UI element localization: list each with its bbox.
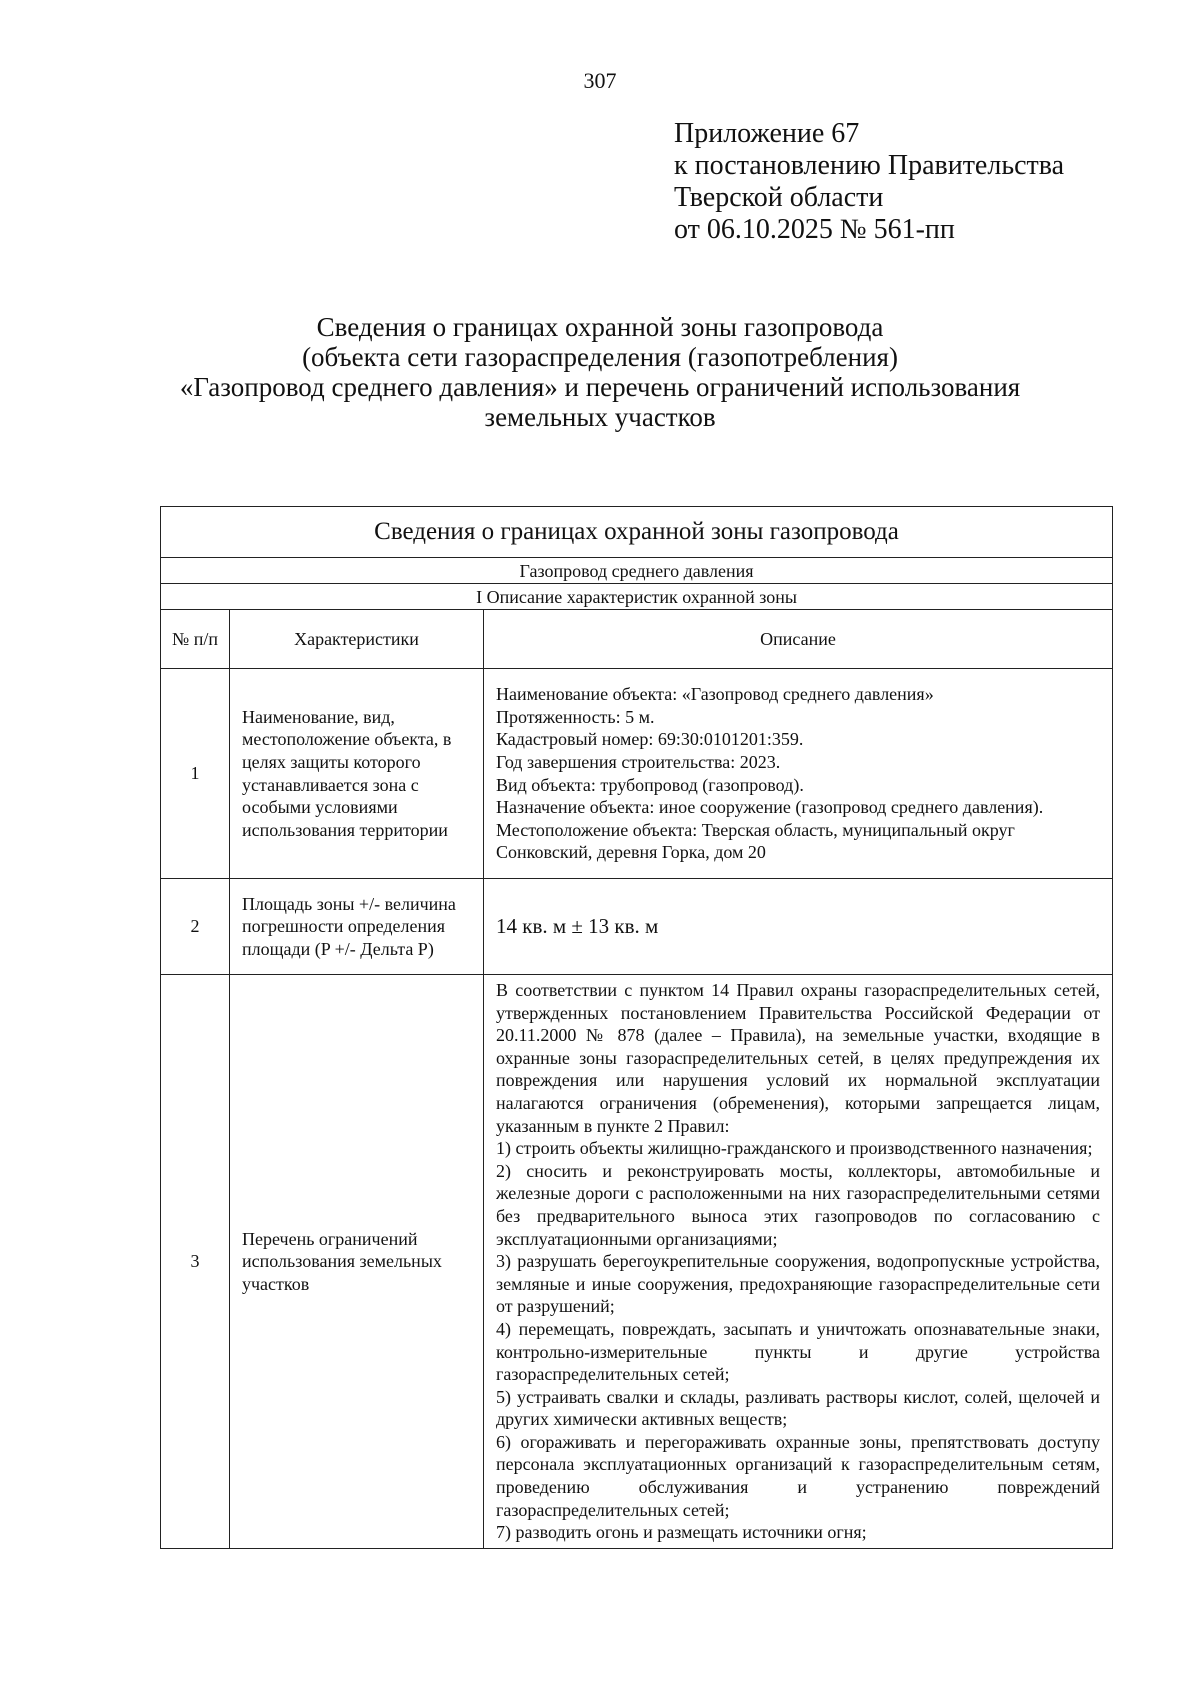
document-title [100,312,1100,432]
section-row [161,584,1113,610]
row-characteristic: Площадь зоны +/- величина погрешности определения площади (P +/- Дельта P) [230,879,484,975]
row-number: 1 [161,669,230,879]
restrictions-list [484,975,1113,1549]
object-name-text: Наименование объекта: «Газопровод среднего давления» [496,684,934,705]
header-num: № п/п [161,610,230,669]
table-row [161,879,1113,975]
row-number: 2 [161,879,230,975]
object-name: Газопровод среднего давления [161,558,1113,584]
header-characteristics: Характеристики [230,610,484,669]
restriction-item: 5) устраивать свалки и склады, разливать растворы кислот, солей, щелочей и других химически активных веществ; [496,1386,1101,1430]
appendix-line: от 06.10.2025 № 561-пп [674,214,955,245]
section-title: I Описание характеристик охранной зоны [161,584,1113,610]
title-line: «Газопровод среднего давления» и перечень ограничений использования [179,372,1021,402]
table-title-row [161,507,1113,558]
row-number: 3 [161,975,230,1549]
appendix-block [674,118,1064,246]
row-characteristic: Перечень ограничений использования земельных участков [230,975,484,1549]
appendix-line: Тверской области [674,182,884,213]
object-purpose: Назначение объекта: иное сооружение (газопровод среднего давления). [496,797,1044,818]
row-description [484,669,1113,879]
construction-year: Год завершения строительства: 2023. [496,751,781,772]
restriction-item: 3) разрушать берегоукрепительные сооружения, водопропускные устройства, земляные и иные сооружения, предохраняющие газораспределительные сети от разрушений; [496,1251,1101,1317]
restriction-item: 7) разводить огонь и размещать источники огня; [496,1522,867,1543]
title-line: (объекта сети газораспределения (газопотребления) [302,342,898,372]
restriction-item: 2) сносить и реконструировать мосты, коллекторы, автомобильные и железные дороги с расположенными на них газораспределительными сетями без предварительного выноса этих газопроводов по согласованию с эксплуатационными организациями; [496,1160,1101,1249]
object-name-row [161,558,1113,584]
protection-zone-table [160,506,1113,1549]
restriction-item: 4) перемещать, повреждать, засыпать и уничтожать опознавательные знаки, контрольно-измерительные пункты и другие устройства газораспределительных сетей; [496,1318,1101,1385]
object-type: Вид объекта: трубопровод (газопровод). [496,774,804,795]
object-length: Протяженность: 5 м. [496,706,655,727]
appendix-line: к постановлению Правительства [674,150,1065,181]
table-header-row [161,610,1113,669]
page-number: 307 [583,68,617,93]
zone-area-value: 14 кв. м ± 13 кв. м [484,879,1113,975]
header-description: Описание [484,610,1113,669]
table-row [161,975,1113,1549]
restriction-item: 6) огораживать и перегораживать охранные зоны, препятствовать доступу персонала эксплуатационных организаций к газораспределительным сетям, проведению обслуживания и устранению повреждений газораспределительных сетей; [496,1431,1101,1520]
appendix-line: Приложение 67 [674,118,860,149]
restriction-item: 1) строить объекты жилищно-гражданского и производственного назначения; [496,1138,1093,1159]
table-row [161,669,1113,879]
title-line: Сведения о границах охранной зоны газопровода [316,312,884,342]
title-line: земельных участков [484,402,716,432]
object-location: Местоположение объекта: Тверская область, муниципальный округ Сонковский, деревня Горка, дом 20 [496,819,1015,863]
cadastral-number: Кадастровый номер: 69:30:0101201:359. [496,729,804,750]
table-title: Сведения о границах охранной зоны газопровода [161,507,1113,558]
restrictions-intro: В соответствии с пунктом 14 Правил охраны газораспределительных сетей, утвержденных постановлением Правительства Российской Федерации от 20.11.2000 № 878 (далее – Правила), на земельные участки, входящие в охранные зоны газораспределительных сетей, в целях предупреждения их повреждения или нарушения условий их нормальной эксплуатации налагаются ограничения (обременения), которыми запрещается лицам, указанным в пункте 2 Правил: [496,980,1101,1136]
row-characteristic: Наименование, вид, местоположение объекта, в целях защиты которого устанавливается зона с особыми условиями использования территории [230,669,484,879]
